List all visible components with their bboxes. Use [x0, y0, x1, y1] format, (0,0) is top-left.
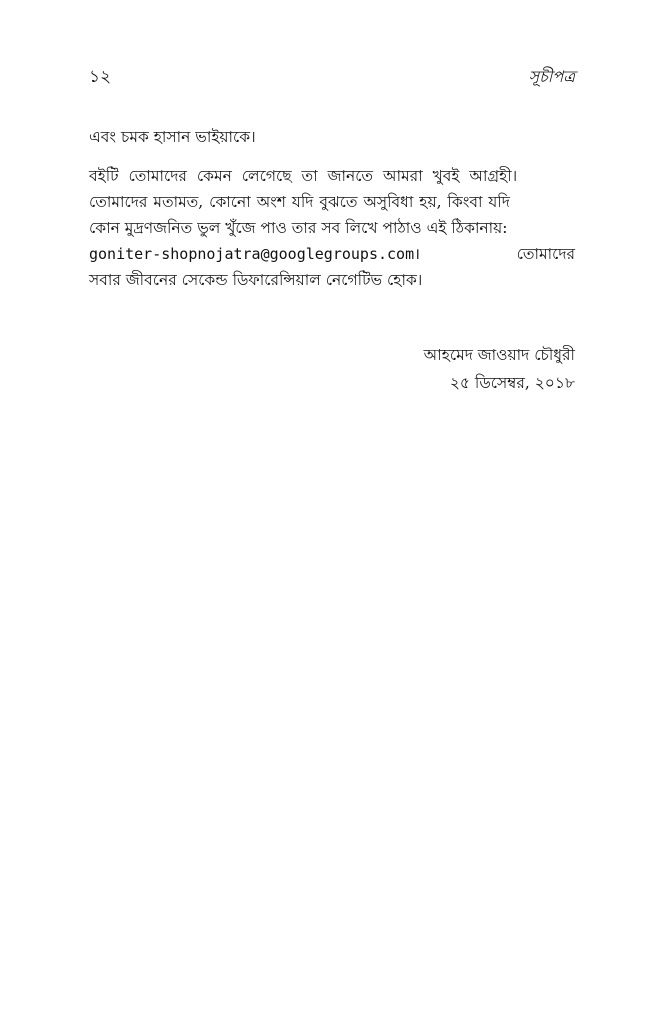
- contact-email[interactable]: goniter-shopnojatra@googlegroups.com: [89, 245, 415, 263]
- email-group: [89, 241, 420, 267]
- feedback-line-5: সবার জীবনের সেকেন্ড ডিফারেন্সিয়াল নেগেটিভ হোক।: [89, 271, 423, 289]
- feedback-line-4-tail: তোমাদের: [516, 245, 575, 263]
- page-number: ১২: [89, 67, 112, 87]
- email-danda: ।: [414, 245, 420, 263]
- paragraph-acknowledgement: এবং চমক হাসান ভাইয়াকে।: [89, 128, 256, 146]
- paragraph-feedback: [89, 163, 575, 293]
- running-title: সূচীপত্র: [528, 67, 575, 86]
- signature-name: আহমেদ জাওয়াদ চৌধুরী: [423, 346, 575, 364]
- signature-date: ২৫ ডিসেম্বর, ২০১৮: [449, 374, 575, 392]
- feedback-line-3: কোন মুদ্রণজনিত ভুল খুঁজে পাও তার সব লিখে পাঠাও এই ঠিকানায়:: [89, 219, 508, 237]
- feedback-line-4: [89, 241, 575, 267]
- body-text: [89, 124, 575, 293]
- feedback-line-1: বইটি তোমাদের কেমন লেগেছে তা জানতে আমরা খুবই আগ্রহী।: [89, 167, 518, 185]
- page-header: [89, 64, 575, 86]
- feedback-line-2: তোমাদের মতামত, কোনো অংশ যদি বুঝতে অসুবিধা হয়, কিংবা যদি: [89, 193, 510, 211]
